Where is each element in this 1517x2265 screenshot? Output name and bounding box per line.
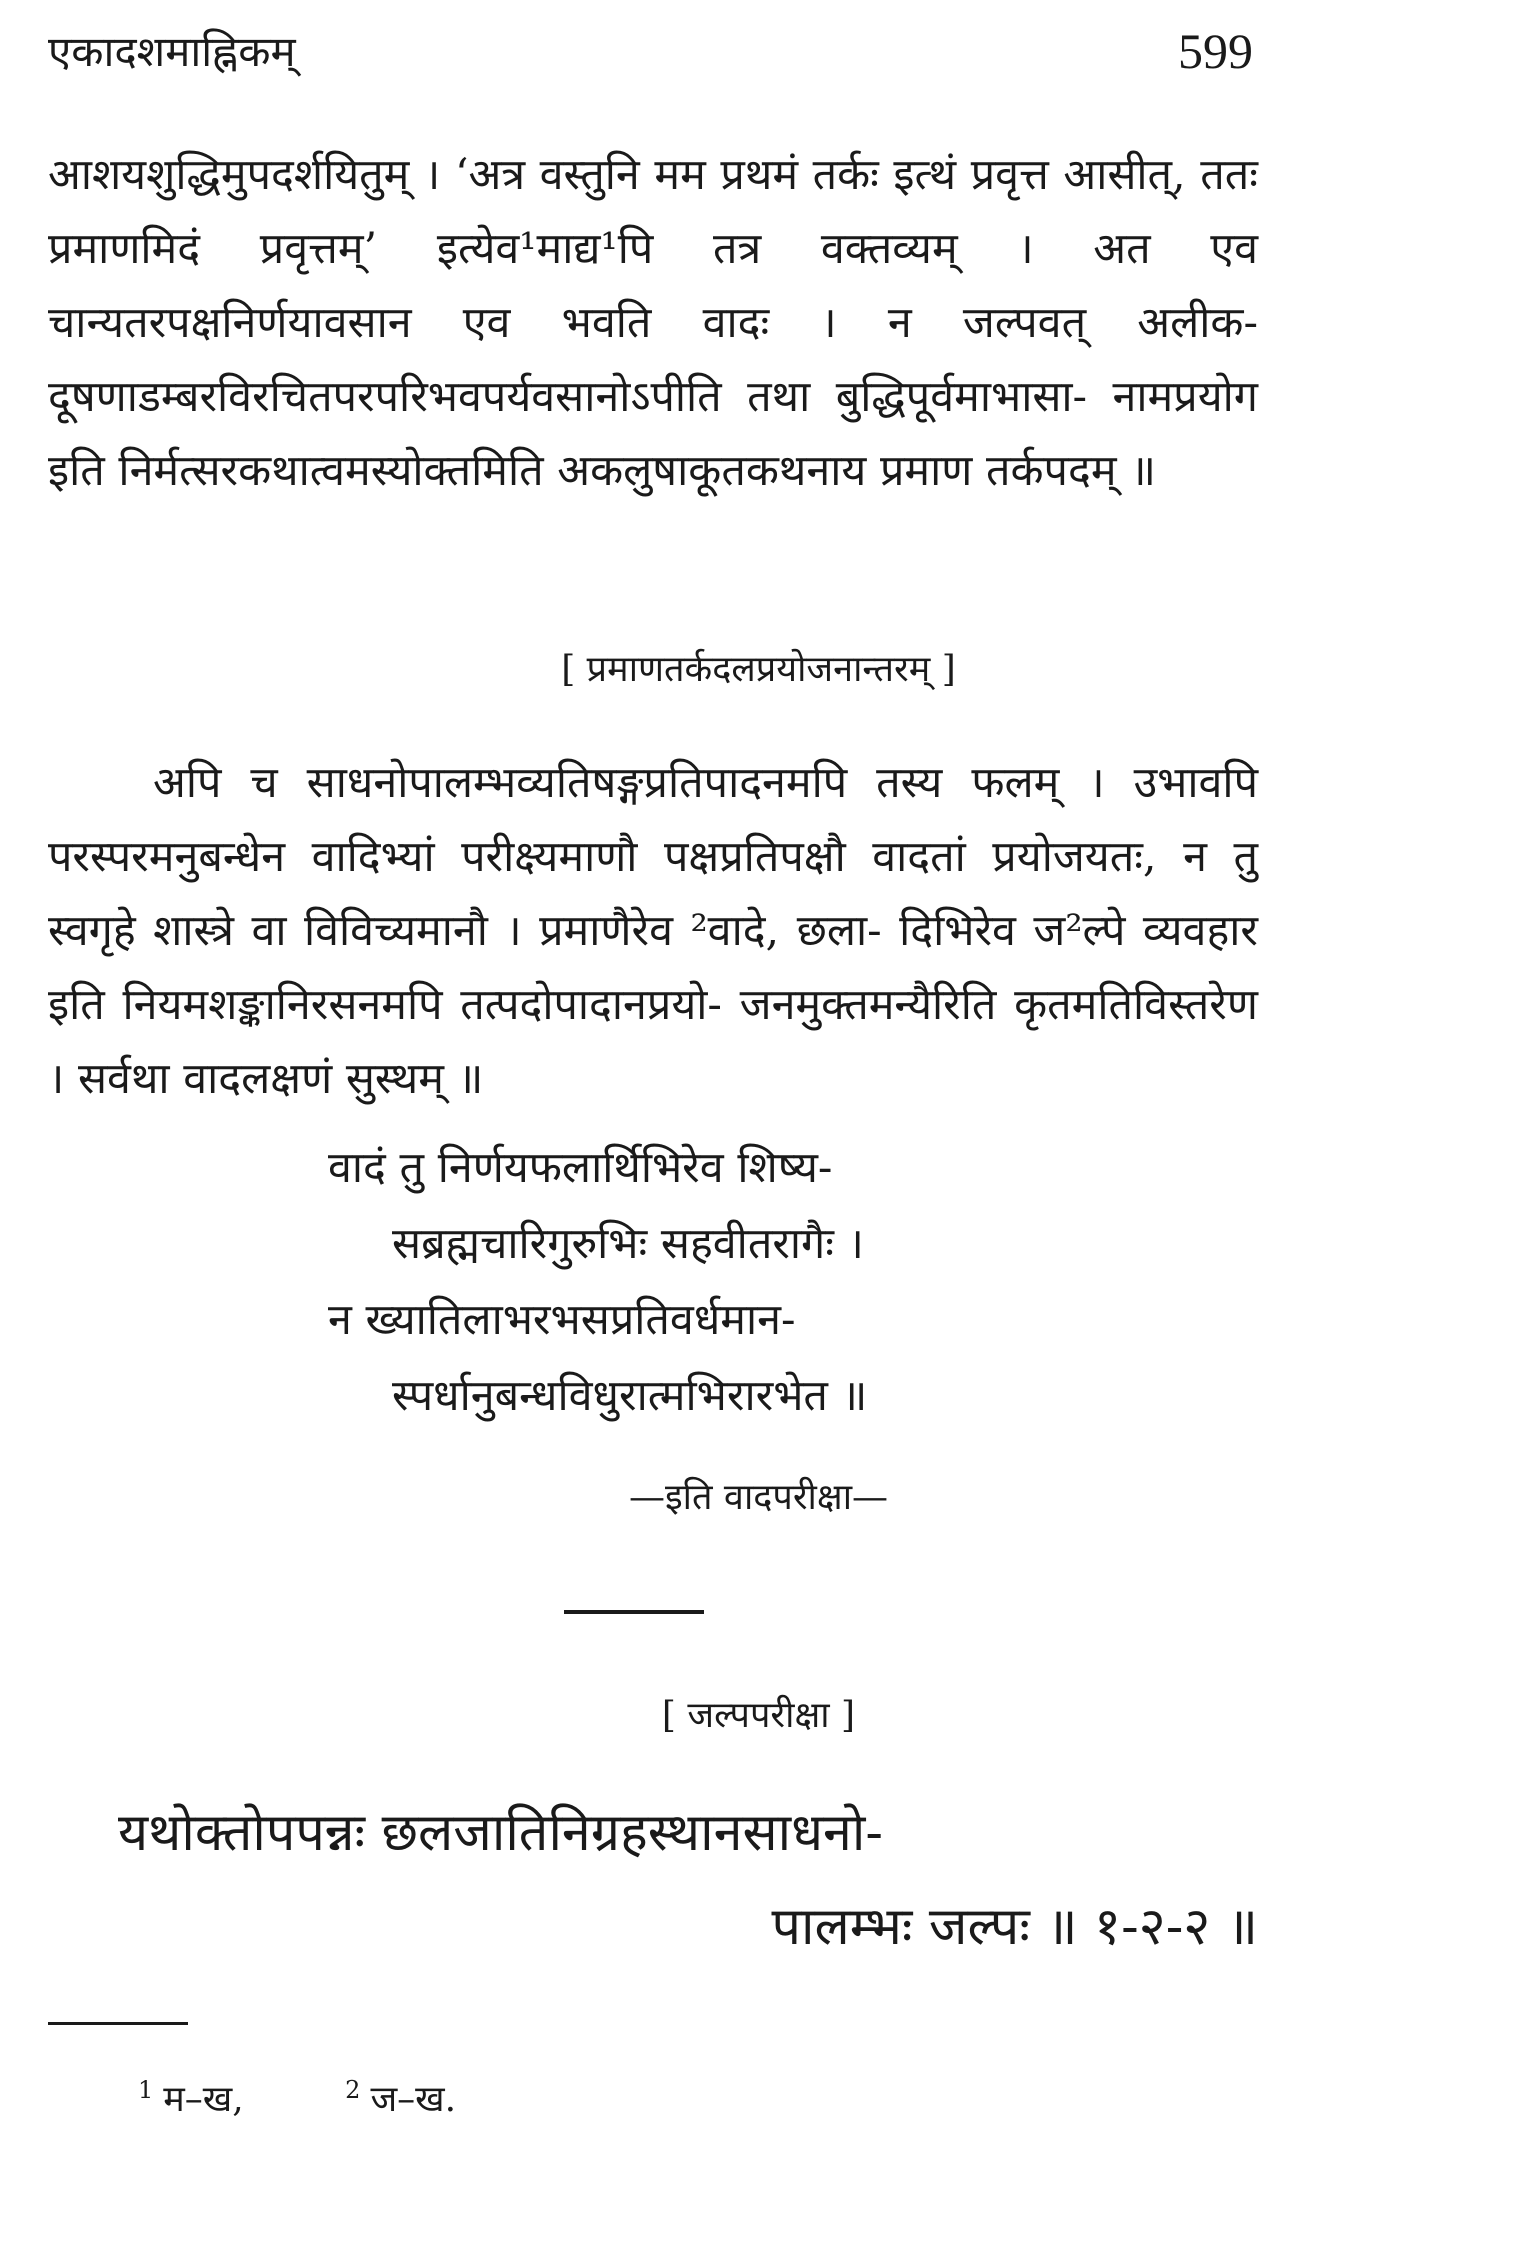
body-paragraph-2: अपि च साधनोपालम्भव्यतिषङ्गप्रतिपादनमपि तस्य फलम् । उभावपि परस्परमनुबन्धेन वादिभ्यां परीक्ष्यमाणौ पक्षप्रतिपक्षौ वादतां प्रयोजयतः, न तु स्वगृहे शास्त्रे वा विविच्यमानौ । प्रमाणैरेव ²वादे, छला- दिभिरेव ज²ल्पे व्यवहार इति नियमशङ्कानिरसनमपि तत्पदोपादानप्रयो- जनमुक्तमन्यैरिति कृतमतिविस्तरेण । सर्वथा वादलक्षणं सुस्थम् ॥	[48, 758, 1258, 1104]
sutra-block	[118, 1786, 1258, 1974]
verse-block	[328, 1130, 1128, 1434]
footnote-mark-2: 2	[345, 2076, 361, 2104]
footnotes	[138, 2060, 546, 2130]
footnote-text-2: ज–ख.	[370, 2079, 457, 2120]
footnote-divider	[48, 2022, 188, 2025]
verse-line-3: न ख्यातिलाभरभसप्रतिवर्धमान-	[328, 1295, 796, 1345]
section-heading-2: [ जल्पपरीक्षा ]	[661, 1695, 856, 1736]
footnote-text-1: म–ख,	[163, 2079, 244, 2120]
footnote-2	[345, 2060, 456, 2130]
colophon: —इति वादपरीक्षा—	[628, 1477, 889, 1518]
verse-line-1: वादं तु निर्णयफलार्थिभिरेव शिष्य-	[328, 1143, 833, 1193]
sutra-line-1: यथोक्तोपपन्नः छलजातिनिग्रहस्थानसाधनो-	[118, 1803, 883, 1863]
verse-line-4: स्पर्धानुबन्धविधुरात्मभिरारभेत ॥	[392, 1371, 868, 1421]
section-heading-1: [ प्रमाणतर्कदलप्रयोजनान्तरम् ]	[561, 649, 956, 690]
page-number: 599	[1178, 23, 1253, 79]
footnote-mark-1: 1	[138, 2076, 154, 2104]
section-divider	[564, 1610, 704, 1614]
sutra-line-2: पालम्भः जल्पः ॥ १-२-२ ॥	[771, 1897, 1258, 1957]
running-head: एकादशमाह्निकम्	[48, 27, 296, 76]
body-paragraph-1: आशयशुद्धिमुपदर्शयितुम् । ‘अत्र वस्तुनि मम प्रथमं तर्कः इत्थं प्रवृत्त आसीत्, ततः प्रमाणमिदं प्रवृत्तम्’ इत्येव¹माद्य¹पि तत्र वक्तव्यम् । अत एव चान्यतरपक्षनिर्णयावसान एव भवति वादः । न जल्पवत् अलीक- दूषणाडम्बरविरचितपरपरिभवपर्यवसानोऽपीति तथा बुद्धिपूर्वमाभासा- नामप्रयोग इति निर्मत्सरकथात्वमस्योक्तमिति अकलुषाकूतकथनाय प्रमाण तर्कपदम् ॥	[48, 150, 1258, 496]
verse-line-2: सब्रह्मचारिगुरुभिः सहवीतरागैः ।	[392, 1219, 864, 1269]
footnote-1	[138, 2060, 244, 2130]
